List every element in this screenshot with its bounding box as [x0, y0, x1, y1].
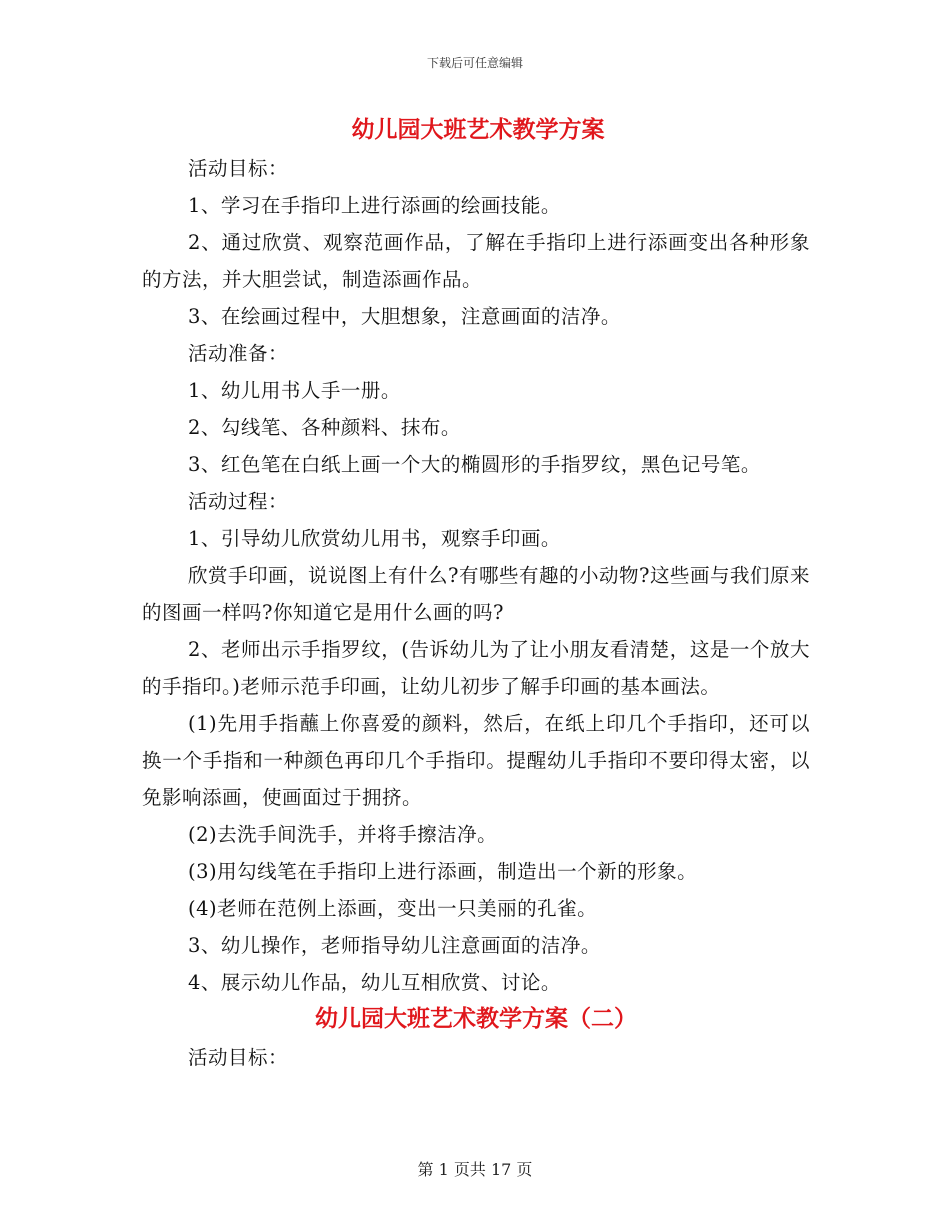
paragraph: 3、幼儿操作，老师指导幼儿注意画面的洁净。	[188, 934, 601, 957]
paragraph: 1、引导幼儿欣赏幼儿用书，观察手印画。	[188, 527, 561, 550]
paragraph: 欣赏手印画，说说图上有什么?有哪些有趣的小动物?这些画与我们原来的图画一样吗?你知道它是用什么画的吗?	[142, 564, 810, 624]
paragraph: 3、红色笔在白纸上画一个大的椭圆形的手指罗纹，黑色记号笔。	[188, 453, 761, 476]
paragraph: 2、勾线笔、各种颜料、抹布。	[188, 416, 461, 439]
paragraph: 活动目标：	[188, 157, 289, 180]
paragraph: 活动准备：	[188, 342, 289, 365]
paragraph: (4)老师在范例上添画，变出一只美丽的孔雀。	[188, 897, 598, 920]
paragraph: 3、在绘画过程中，大胆想象，注意画面的洁净。	[188, 305, 621, 328]
paragraph: (1)先用手指蘸上你喜爱的颜料，然后，在纸上印几个手指印，还可以换一个手指和一种颜色再印几个手指印。提醒幼儿手指印不要印得太密，以免影响添画，使画面过于拥挤。	[142, 712, 810, 809]
paragraph: (2)去洗手间洗手，并将手擦洁净。	[188, 823, 498, 846]
paragraph: 活动目标：	[188, 1046, 289, 1069]
paragraph: 2、老师出示手指罗纹，(告诉幼儿为了让小朋友看清楚，这是一个放大的手指印。)老师示范手印画，让幼儿初步了解手印画的基本画法。	[142, 638, 810, 698]
header-note: 下载后可任意编辑	[426, 56, 523, 70]
paragraph: (3)用勾线笔在手指印上进行添画，制造出一个新的形象。	[188, 860, 698, 883]
paragraph: 1、幼儿用书人手一册。	[188, 379, 401, 402]
paragraph: 4、展示幼儿作品，幼儿互相欣赏、讨论。	[188, 971, 561, 994]
page-footer: 第 1 页共 17 页	[417, 1160, 533, 1179]
document-title: 幼儿园大班艺术教学方案	[351, 116, 605, 143]
document-body	[142, 112, 810, 1076]
paragraph: 1、学习在手指印上进行添画的绘画技能。	[188, 194, 561, 217]
section-title: 幼儿园大班艺术教学方案（二）	[315, 1005, 637, 1032]
paragraph: 活动过程：	[188, 490, 289, 513]
paragraph: 2、通过欣赏、观察范画作品，了解在手指印上进行添画变出各种形象的方法，并大胆尝试，制造添画作品。	[142, 231, 810, 291]
